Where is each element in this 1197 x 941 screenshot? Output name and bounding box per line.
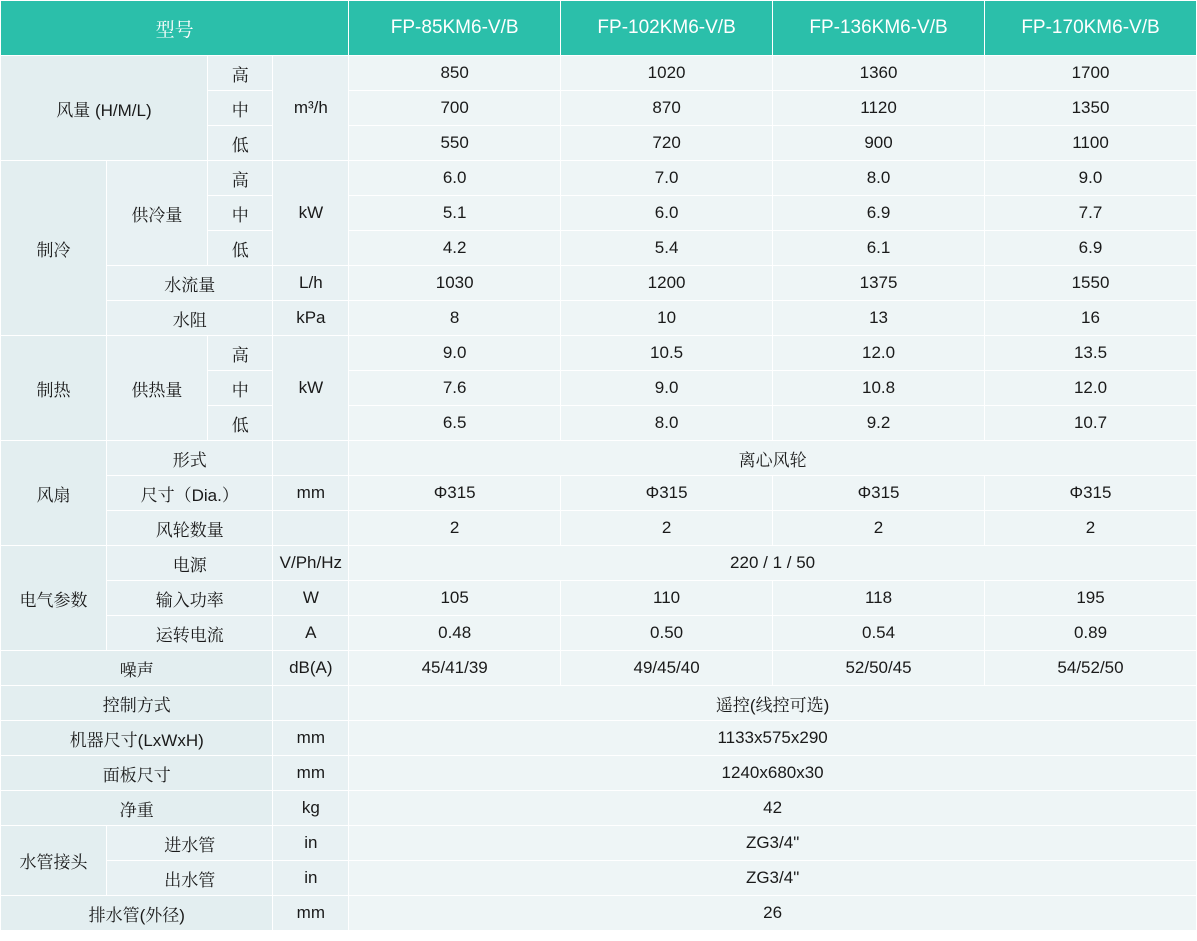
row-label-fan-type: 形式 (106, 441, 273, 476)
cell-noise-3: 52/50/45 (773, 651, 985, 686)
cell-fancount-3: 2 (773, 511, 985, 546)
unit-heating-capacity: kW (273, 336, 349, 441)
row-label-pipe-inlet: 进水管 (106, 826, 273, 861)
table-row (1, 826, 1197, 861)
level-mid: 中 (207, 371, 273, 406)
row-label-pipe: 水管接头 (1, 826, 107, 896)
cell-pipe-inlet-value: ZG3/4" (349, 826, 1197, 861)
table-row (1, 546, 1197, 581)
cell-cool-mid-2: 6.0 (561, 196, 773, 231)
row-label-control: 控制方式 (1, 686, 273, 721)
cell-heat-mid-2: 9.0 (561, 371, 773, 406)
table-row (1, 791, 1197, 826)
unit-current: A (273, 616, 349, 651)
row-label-electrical: 电气参数 (1, 546, 107, 651)
unit-net-weight: kg (273, 791, 349, 826)
row-label-cooling-capacity: 供冷量 (106, 161, 207, 266)
cell-cool-mid-3: 6.9 (773, 196, 985, 231)
cell-waterflow-4: 1550 (985, 266, 1197, 301)
row-label-power-supply: 电源 (106, 546, 273, 581)
row-label-heating: 制热 (1, 336, 107, 441)
cell-airflow-mid-1: 700 (349, 91, 561, 126)
table-row (1, 651, 1197, 686)
cell-inputpower-2: 110 (561, 581, 773, 616)
row-label-cooling: 制冷 (1, 161, 107, 336)
cell-drain-value: 26 (349, 896, 1197, 931)
cell-heat-high-1: 9.0 (349, 336, 561, 371)
level-high: 高 (207, 336, 273, 371)
row-label-drain: 排水管(外径) (1, 896, 273, 931)
cell-fansize-3: Φ315 (773, 476, 985, 511)
cell-cool-mid-4: 7.7 (985, 196, 1197, 231)
cell-current-1: 0.48 (349, 616, 561, 651)
level-high: 高 (207, 161, 273, 196)
row-label-fan-size: 尺寸（Dia.） (106, 476, 273, 511)
cell-noise-4: 54/52/50 (985, 651, 1197, 686)
cell-airflow-low-2: 720 (561, 126, 773, 161)
cell-airflow-high-4: 1700 (985, 56, 1197, 91)
cell-airflow-low-3: 900 (773, 126, 985, 161)
row-label-net-weight: 净重 (1, 791, 273, 826)
cell-airflow-mid-4: 1350 (985, 91, 1197, 126)
cell-waterres-3: 13 (773, 301, 985, 336)
table-row (1, 336, 1197, 371)
cell-noise-1: 45/41/39 (349, 651, 561, 686)
table-row (1, 861, 1197, 896)
cell-current-4: 0.89 (985, 616, 1197, 651)
unit-water-flow: L/h (273, 266, 349, 301)
table-row (1, 616, 1197, 651)
table-row (1, 511, 1197, 546)
unit-airflow: m³/h (273, 56, 349, 161)
row-label-fan-count: 风轮数量 (106, 511, 273, 546)
cell-pipe-outlet-value: ZG3/4" (349, 861, 1197, 896)
level-high: 高 (207, 56, 273, 91)
cell-waterres-4: 16 (985, 301, 1197, 336)
cell-airflow-high-1: 850 (349, 56, 561, 91)
table-row (1, 161, 1197, 196)
table-row (1, 441, 1197, 476)
header-model-label: 型号 (1, 1, 349, 56)
cell-heat-low-4: 10.7 (985, 406, 1197, 441)
table-row (1, 476, 1197, 511)
row-label-panel-size: 面板尺寸 (1, 756, 273, 791)
cell-machine-size-value: 1133x575x290 (349, 721, 1197, 756)
cell-fan-type-value: 离心风轮 (349, 441, 1197, 476)
cell-heat-mid-1: 7.6 (349, 371, 561, 406)
cell-cool-high-2: 7.0 (561, 161, 773, 196)
cell-power-supply-value: 220 / 1 / 50 (349, 546, 1197, 581)
cell-inputpower-1: 105 (349, 581, 561, 616)
cell-heat-high-2: 10.5 (561, 336, 773, 371)
cell-cool-high-1: 6.0 (349, 161, 561, 196)
row-label-pipe-outlet: 出水管 (106, 861, 273, 896)
unit-machine-size: mm (273, 721, 349, 756)
table-row (1, 56, 1197, 91)
cell-waterres-1: 8 (349, 301, 561, 336)
cell-inputpower-3: 118 (773, 581, 985, 616)
cell-noise-2: 49/45/40 (561, 651, 773, 686)
cell-fancount-2: 2 (561, 511, 773, 546)
cell-airflow-low-1: 550 (349, 126, 561, 161)
cell-cool-low-1: 4.2 (349, 231, 561, 266)
unit-power-supply: V/Ph/Hz (273, 546, 349, 581)
cell-cool-mid-1: 5.1 (349, 196, 561, 231)
cell-net-weight-value: 42 (349, 791, 1197, 826)
table-row (1, 721, 1197, 756)
table-row (1, 581, 1197, 616)
cell-airflow-low-4: 1100 (985, 126, 1197, 161)
level-mid: 中 (207, 196, 273, 231)
table-row (1, 896, 1197, 931)
cell-inputpower-4: 195 (985, 581, 1197, 616)
unit-fan-type (273, 441, 349, 476)
row-label-current: 运转电流 (106, 616, 273, 651)
row-label-machine-size: 机器尺寸(LxWxH) (1, 721, 273, 756)
table-row (1, 756, 1197, 791)
cell-control-value: 遥控(线控可选) (349, 686, 1197, 721)
cell-cool-low-2: 5.4 (561, 231, 773, 266)
level-low: 低 (207, 126, 273, 161)
cell-heat-low-2: 8.0 (561, 406, 773, 441)
level-mid: 中 (207, 91, 273, 126)
unit-pipe-inlet: in (273, 826, 349, 861)
table-header-row (1, 1, 1197, 56)
cell-airflow-mid-2: 870 (561, 91, 773, 126)
header-model-4: FP-170KM6-V/B (985, 1, 1197, 56)
cell-heat-high-3: 12.0 (773, 336, 985, 371)
cell-fansize-2: Φ315 (561, 476, 773, 511)
cell-current-3: 0.54 (773, 616, 985, 651)
cell-fancount-4: 2 (985, 511, 1197, 546)
row-label-water-resistance: 水阻 (106, 301, 273, 336)
cell-heat-mid-4: 12.0 (985, 371, 1197, 406)
header-model-1: FP-85KM6-V/B (349, 1, 561, 56)
cell-current-2: 0.50 (561, 616, 773, 651)
header-model-3: FP-136KM6-V/B (773, 1, 985, 56)
row-label-fan: 风扇 (1, 441, 107, 546)
cell-waterflow-1: 1030 (349, 266, 561, 301)
row-label-heating-capacity: 供热量 (106, 336, 207, 441)
unit-pipe-outlet: in (273, 861, 349, 896)
cell-airflow-high-3: 1360 (773, 56, 985, 91)
table-row (1, 686, 1197, 721)
table-row (1, 266, 1197, 301)
cell-heat-low-1: 6.5 (349, 406, 561, 441)
cell-airflow-mid-3: 1120 (773, 91, 985, 126)
cell-fansize-1: Φ315 (349, 476, 561, 511)
cell-cool-low-3: 6.1 (773, 231, 985, 266)
cell-cool-high-3: 8.0 (773, 161, 985, 196)
cell-fancount-1: 2 (349, 511, 561, 546)
cell-heat-high-4: 13.5 (985, 336, 1197, 371)
row-label-noise: 噪声 (1, 651, 273, 686)
level-low: 低 (207, 406, 273, 441)
unit-panel-size: mm (273, 756, 349, 791)
level-low: 低 (207, 231, 273, 266)
unit-water-resistance: kPa (273, 301, 349, 336)
table-row (1, 301, 1197, 336)
cell-airflow-high-2: 1020 (561, 56, 773, 91)
unit-cooling-capacity: kW (273, 161, 349, 266)
row-label-input-power: 输入功率 (106, 581, 273, 616)
row-label-water-flow: 水流量 (106, 266, 273, 301)
unit-noise: dB(A) (273, 651, 349, 686)
header-model-2: FP-102KM6-V/B (561, 1, 773, 56)
cell-waterflow-3: 1375 (773, 266, 985, 301)
cell-waterflow-2: 1200 (561, 266, 773, 301)
cell-panel-size-value: 1240x680x30 (349, 756, 1197, 791)
cell-heat-mid-3: 10.8 (773, 371, 985, 406)
row-label-airflow: 风量 (H/M/L) (1, 56, 208, 161)
cell-fansize-4: Φ315 (985, 476, 1197, 511)
unit-control (273, 686, 349, 721)
unit-input-power: W (273, 581, 349, 616)
cell-waterres-2: 10 (561, 301, 773, 336)
unit-fan-count (273, 511, 349, 546)
cell-cool-low-4: 6.9 (985, 231, 1197, 266)
cell-heat-low-3: 9.2 (773, 406, 985, 441)
unit-drain: mm (273, 896, 349, 931)
cell-cool-high-4: 9.0 (985, 161, 1197, 196)
unit-fan-size: mm (273, 476, 349, 511)
